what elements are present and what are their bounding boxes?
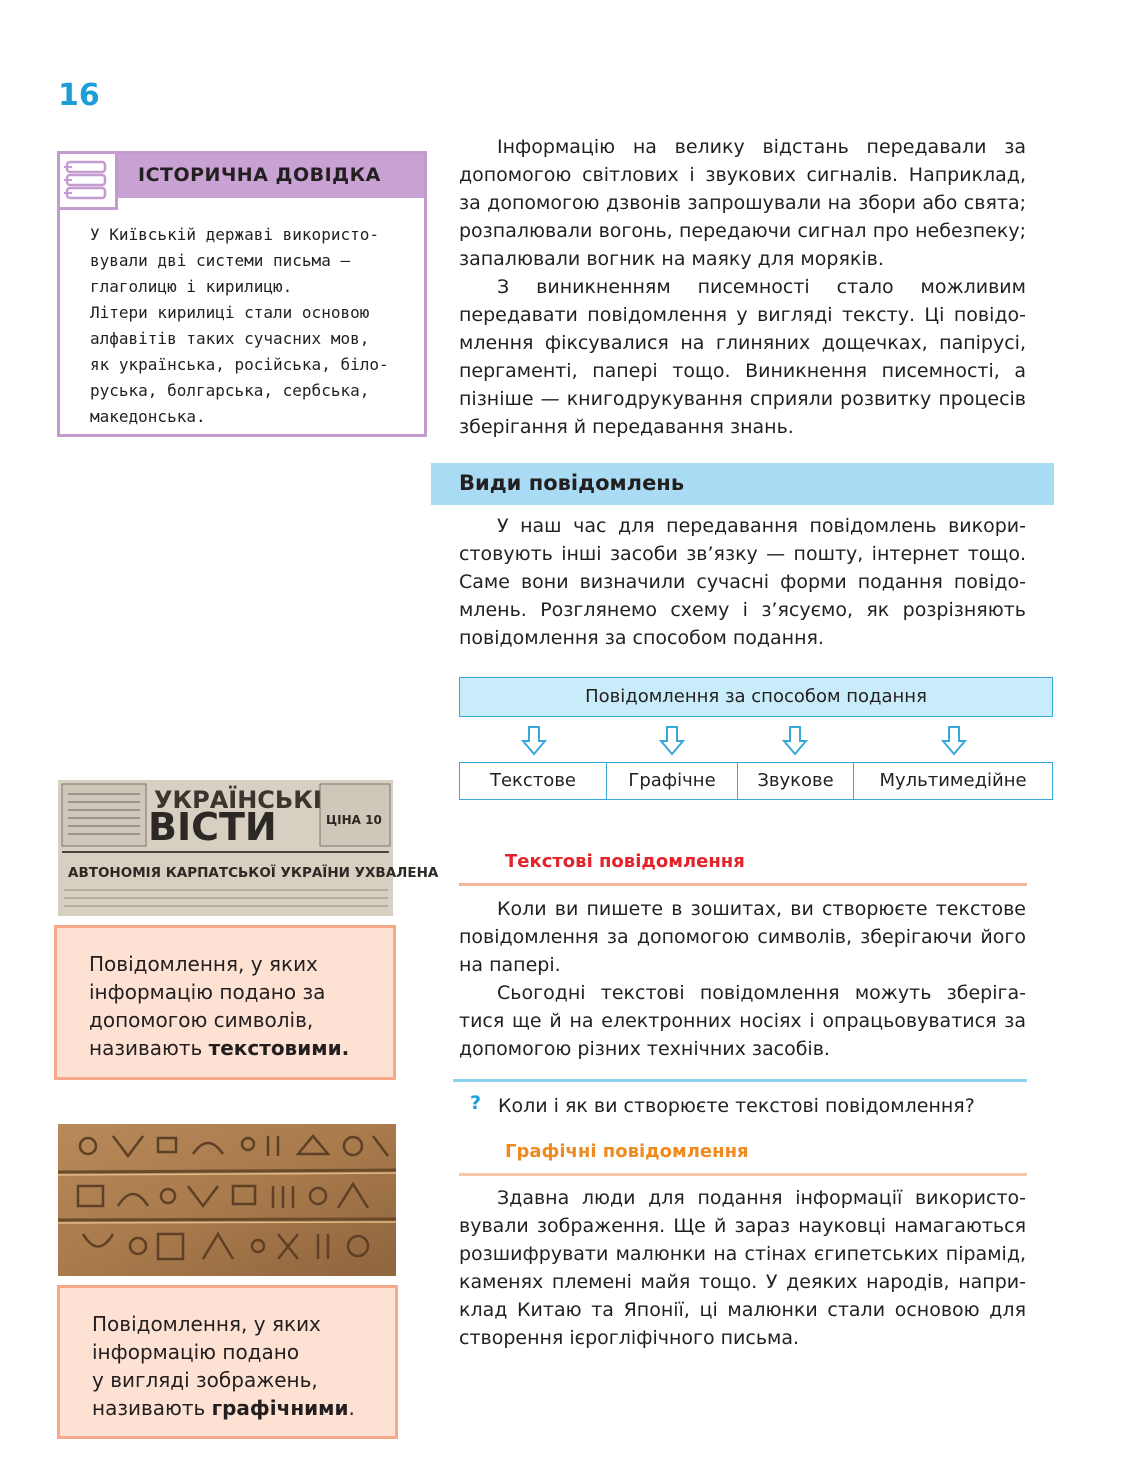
text-messages-paragraph-1: Коли ви пишете в зошитах, ви створюєте текстове повідомлення за допомогою символів, зберігаючи його на папері. [459, 898, 1026, 976]
divider [453, 1079, 1027, 1082]
definition-line [92, 1394, 392, 1422]
newspaper-image [58, 780, 439, 916]
diagram-item-multimedia: Мультимедійне [879, 770, 1027, 791]
arrow-down-icon [521, 725, 547, 757]
books-icon [60, 154, 118, 210]
history-line: руська, болгарська, сербська, [90, 381, 370, 400]
diagram-root: Повідомлення за способом подання [459, 677, 1053, 717]
arrow-down-icon [941, 725, 967, 757]
definition-line: у вигляді зображень, [92, 1368, 318, 1392]
diagram-item-text: Текстове [460, 763, 607, 799]
history-line: глаголицю і кирилицю. [90, 277, 293, 296]
newspaper-masthead-1: УКРАЇНСЬКІ [154, 786, 322, 814]
section-title: Види повідомлень [459, 471, 685, 495]
divider [459, 1173, 1027, 1176]
arrow-down-icon [659, 725, 685, 757]
history-title: ІСТОРИЧНА ДОВІДКА [138, 164, 381, 186]
section-header [431, 463, 1054, 505]
text-messages-title: Текстові повідомлення [505, 851, 745, 872]
definition-line: допомогою символів, [89, 1008, 314, 1032]
definition-term: текстовими. [208, 1036, 350, 1060]
diagram-item-audio: Звукове [738, 763, 854, 799]
intro-paragraph-2: З виникненням писемності стало можливим передавати повідомлення у вигляді тексту. Ці повідомлення фіксувалися на глиняних дощечках, папірусі, пергаменті, папері тощо. Виникнення писемності, а пізніше — книгодрукування сприяли розвитку процесів зберігання й передавання знань. [459, 276, 1026, 438]
history-line: алфавітів таких сучасних мов, [90, 329, 370, 348]
definition-line: Повідомлення, у яких [92, 1312, 321, 1336]
diagram-categories [459, 762, 1053, 800]
hieroglyphs-image [58, 1124, 396, 1276]
definition-text-box [54, 925, 396, 1080]
intro-text [459, 133, 1026, 441]
graphic-messages-title: Графічні повідомлення [505, 1141, 749, 1162]
divider [459, 883, 1027, 886]
question-mark-icon: ? [470, 1092, 482, 1114]
definition-line: інформацію подано за [89, 980, 326, 1004]
arrow-down-icon [782, 725, 808, 757]
graphic-messages-body [459, 1184, 1026, 1352]
page-number: 16 [58, 78, 100, 113]
history-line: вували дві системи письма — [90, 251, 351, 270]
newspaper-masthead-2: ВІСТИ [148, 805, 277, 849]
history-box [57, 151, 427, 437]
definition-line: інформацію подано [92, 1340, 300, 1364]
intro-paragraph-1: Інформацію на велику відстань передавали за допомогою світлових і звукових сигналів. Наприклад, за допомогою дзвонів запрошували на збори або свята; розпалювали вогонь, передаючи сигнал про небезпеку; запалювали вогник на маяку для моряків. [459, 136, 1026, 270]
section-paragraph: У наш час для передавання повідомлень використовують інші засоби зв’язку — пошту, інтернет тощо. Саме вони визначили сучасні форми подання повідомлень. Розглянемо схему і з’ясуємо, як розрізняють повідомлення за способом подання. [459, 515, 1026, 649]
diagram-item-graphic: Графічне [607, 763, 738, 799]
definition-line [89, 1034, 389, 1062]
newspaper-headline: АВТОНОМІЯ КАРПАТСЬКОЇ УКРАЇНИ УХВАЛЕНА [68, 865, 439, 881]
definition-term: графічними [211, 1396, 349, 1420]
text-messages-body [459, 895, 1026, 1063]
history-line: як українська, російська, біло- [90, 355, 389, 374]
definition-graphic-box [57, 1285, 398, 1439]
history-text [90, 222, 408, 430]
history-line: македонська. [90, 407, 206, 426]
section-text [459, 512, 1026, 652]
question-text: Коли і як ви створюєте текстові повідомлення? [498, 1095, 975, 1117]
history-line: Літери кирилиці стали основою [90, 303, 370, 322]
definition-line: Повідомлення, у яких [89, 952, 318, 976]
newspaper-price: ЦІНА 10 [326, 813, 382, 827]
text-messages-paragraph-2: Сьогодні текстові повідомлення можуть зберігатися ще й на електронних носіях і опрацьовуватися за допомогою різних технічних засобів. [459, 982, 1026, 1060]
history-line: У Київській державі використо- [90, 225, 379, 244]
definition-suffix: . [348, 1396, 355, 1420]
definition-prefix: називають [89, 1036, 209, 1060]
graphic-messages-paragraph: Здавна люди для подання інформації використовували зображення. Ще й зараз науковці намагаються розшифрувати малюнки на стінах єгипетських пірамід, каменях племені майя тощо. У деяких народів, наприклад Китаю та Японії, ці малюнки стали основою для створення ієрогліфічного письма. [459, 1187, 1026, 1349]
definition-prefix: називають [92, 1396, 212, 1420]
